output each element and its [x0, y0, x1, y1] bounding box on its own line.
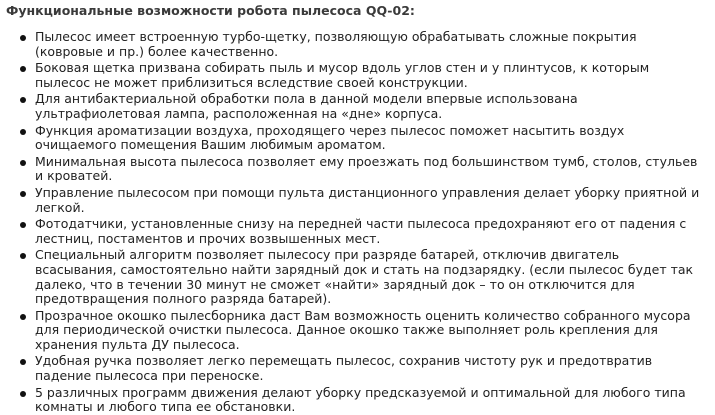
list-item-text: Минимальная высота пылесоса позволяет ему проезжать под большинством тумб, столов, стульев и кроватей.: [35, 153, 698, 184]
list-item-text: Прозрачное окошко пылесборника даст Вам возможность оценить количество собранного мусора для периодической очистки пылесоса. Данное окошко также выполняет роль крепления для хранения пульта ДУ пылесоса.: [35, 307, 691, 352]
list-item: [35, 124, 709, 153]
list-item-text: Удобная ручка позволяет легко перемещать пылесос, сохранив чистоту рук и предотвратив падение пылесоса при переноске.: [35, 353, 653, 384]
bullet-icon: [20, 222, 26, 228]
list-item: [35, 155, 709, 184]
list-item-text: Функция ароматизации воздуха, проходящего через пылесос поможет насытить воздух очищаемого помещения Вашим любимым ароматом.: [35, 122, 625, 153]
list-item: [35, 61, 709, 90]
bullet-icon: [20, 66, 26, 72]
list-item: [35, 309, 709, 353]
list-item: [35, 354, 709, 383]
bullet-icon: [20, 35, 26, 41]
list-item-text: Специальный алгоритм позволяет пылесосу при разряде батарей, отключив двигатель всасывания, самостоятельно найти зарядный док и стать на подзарядку. (если пылесос будет так далеко, что в течении 30 минут не сможет «найти» зарядный док – то он отключится для предотвращения полного разряда батарей).: [35, 247, 694, 307]
bullet-icon: [20, 314, 26, 320]
list-item: [35, 248, 709, 306]
list-item-text: Фотодатчики, установленные снизу на передней части пылесоса предохраняют его от падения с лестниц, постаментов и прочих возвышенных мест.: [35, 216, 687, 246]
bullet-icon: [20, 160, 26, 166]
list-item-text: Для антибактериальной обработки пола в данной модели впервые использована ультрафиолетовая лампа, расположенная на «дне» корпуса.: [35, 91, 578, 121]
bullet-icon: [20, 359, 26, 365]
list-item: [35, 386, 709, 415]
list-item: [35, 186, 709, 215]
bullet-icon: [20, 391, 26, 397]
list-item-text: Боковая щетка призвана собирать пыль и мусор вдоль углов стен и у плинтусов, к которым пылесос не может приблизиться вследствие своей конструкции.: [35, 60, 650, 90]
bullet-icon: [20, 253, 26, 259]
list-item: [35, 92, 709, 121]
page-title: Функциональные возможности робота пылесоса QQ-02:: [6, 3, 415, 18]
list-item-text: Управление пылесосом при помощи пульта дистанционного управления делает уборку приятной и легкой.: [35, 184, 700, 215]
feature-list: [6, 30, 709, 415]
list-item-text: Пылесос имеет встроенную турбо-щетку, позволяющую обрабатывать сложные покрытия (ковровые и пр.) более качественно.: [35, 29, 637, 59]
bullet-icon: [20, 97, 26, 103]
list-item: [35, 30, 709, 59]
list-item-text: 5 различных программ движения делают уборку предсказуемой и оптимальной для любого типа комнаты и любого типа ее обстановки.: [35, 384, 686, 415]
list-item: [35, 217, 709, 246]
bullet-icon: [20, 129, 26, 135]
bullet-icon: [20, 191, 26, 197]
